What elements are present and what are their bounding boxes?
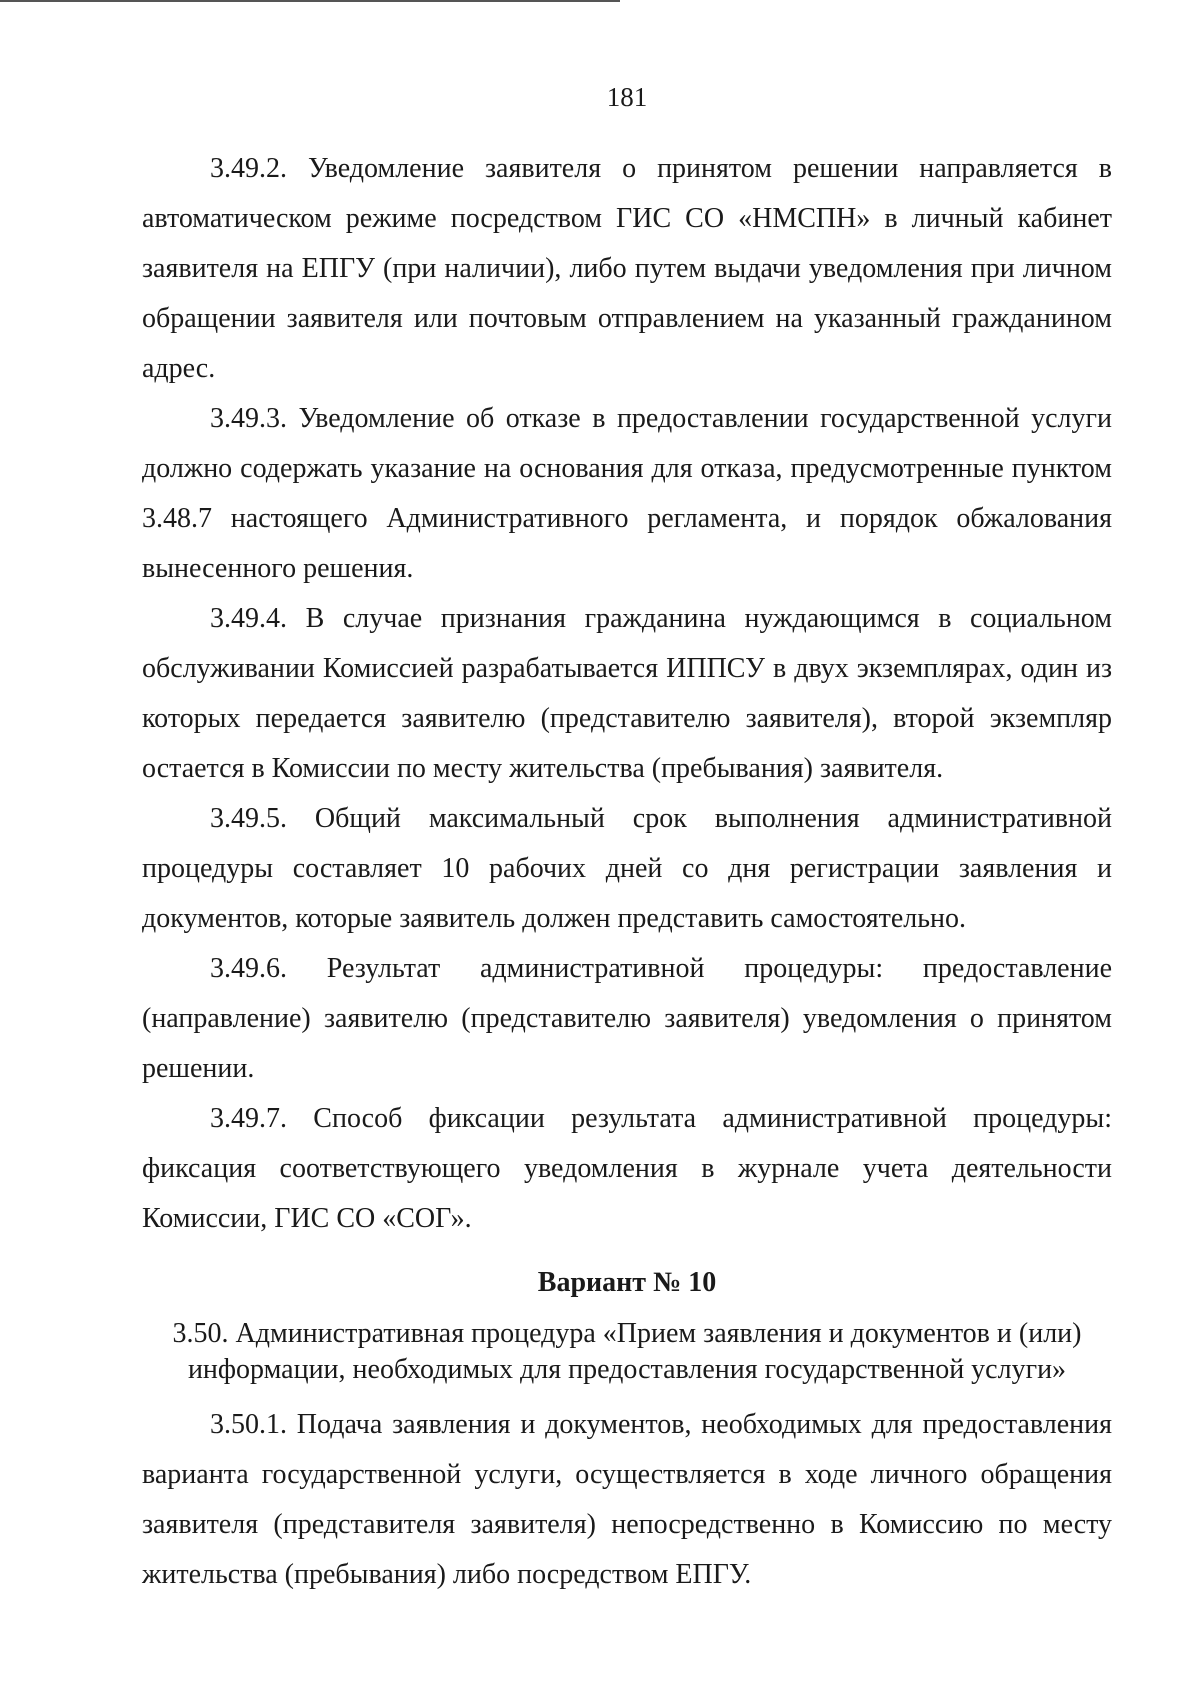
procedure-heading-line-1: 3.50. Административная процедура «Прием заявления и документов и (или) [172, 1318, 1082, 1349]
paragraph-3-50-1: 3.50.1. Подача заявления и документов, необходимых для предоставления варианта государственной услуги, осуществляется в ходе личного обращения заявителя (представителя заявителя) непосредственно в Комиссию по месту жительства (пребывания) либо посредством ЕПГУ. [142, 1409, 1112, 1590]
paragraph-3-49-6: 3.49.6. Результат административной процедуры: предоставление (направление) заявителю (представителю заявителя) уведомления о принятом решении. [142, 953, 1112, 1084]
document-page [142, 72, 1112, 1600]
paragraph-3-49-7: 3.49.7. Способ фиксации результата административной процедуры: фиксация соответствующего уведомления в журнале учета деятельности Комиссии, ГИС СО «СОГ». [142, 1103, 1112, 1234]
paragraph-3-49-5: 3.49.5. Общий максимальный срок выполнения административной процедуры составляет 10 рабочих дней со дня регистрации заявления и документов, которые заявитель должен представить самостоятельно. [142, 803, 1112, 934]
paragraph-3-49-4: 3.49.4. В случае признания гражданина нуждающимся в социальном обслуживании Комиссией разрабатывается ИППСУ в двух экземплярах, один из которых передается заявителю (представителю заявителя), второй экземпляр остается в Комиссии по месту жительства (пребывания) заявителя. [142, 603, 1112, 784]
page-number: 181 [606, 82, 648, 112]
variant-heading: Вариант № 10 [537, 1267, 717, 1298]
paragraph-3-49-3: 3.49.3. Уведомление об отказе в предоставлении государственной услуги должно содержать указание на основания для отказа, предусмотренные пунктом 3.48.7 настоящего Административного регламента, и порядок обжалования вынесенного решения. [142, 403, 1112, 584]
procedure-heading [142, 1316, 1112, 1388]
procedure-heading-line-2: информации, необходимых для предоставления государственной услуги» [187, 1354, 1067, 1385]
paragraph-3-49-2: 3.49.2. Уведомление заявителя о принятом решении направляется в автоматическом режиме посредством ГИС СО «НМСПН» в личный кабинет заявителя на ЕПГУ (при наличии), либо путем выдачи уведомления при личном обращении заявителя или почтовым отправлением на указанный гражданином адрес. [142, 153, 1112, 384]
top-rule [0, 0, 620, 2]
